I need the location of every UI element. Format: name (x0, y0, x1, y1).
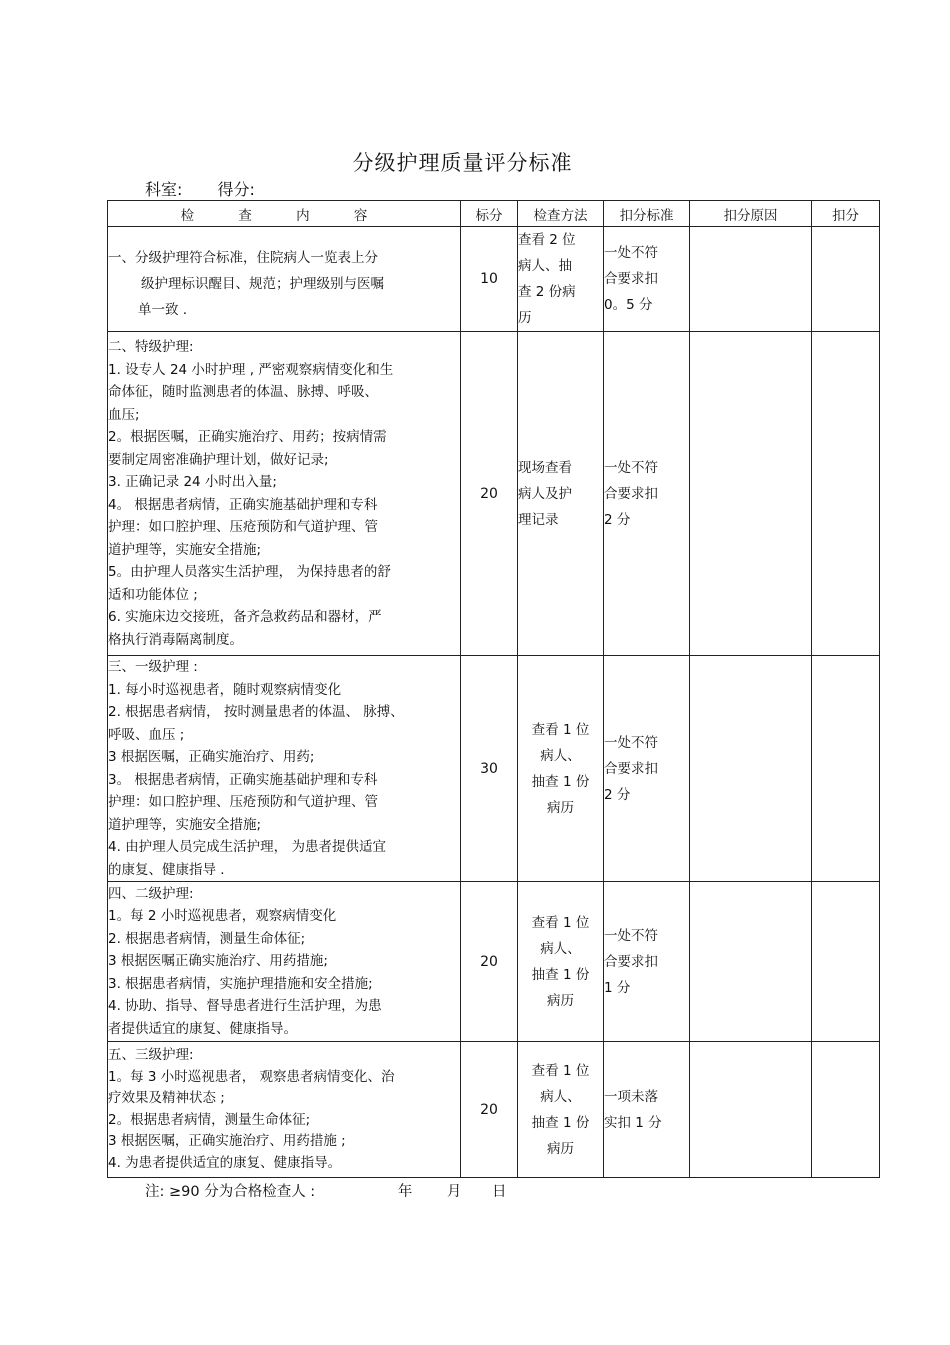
scoring-table (107, 200, 880, 1178)
page-title: 分级护理质量评分标准 (352, 151, 573, 175)
content-line: 4. 为患者提供适宜的康复、健康指导。 (108, 1154, 342, 1171)
deduct-line: 一处不符 (604, 734, 658, 751)
row-content (108, 656, 461, 882)
row-content (108, 227, 461, 332)
deduct-line: 2 分 (604, 511, 631, 528)
content-line: 单一致 . (138, 302, 188, 318)
content-line: 4. 协助、指导、督导患者进行生活护理，为患 (108, 998, 382, 1015)
content-line: 血压; (108, 406, 140, 423)
method-line: 理记录 (518, 511, 559, 528)
header-deduct-reason: 扣分原因 (690, 201, 812, 227)
table-row (108, 227, 880, 332)
row-method (518, 656, 604, 882)
method-line: 病人、抽 (518, 258, 572, 274)
content-line: 五、三级护理: (108, 1047, 194, 1063)
method-line: 查看 2 位 (518, 232, 576, 248)
content-line: 3. 正确记录 24 小时出入量; (108, 474, 277, 490)
deduct-line: 实扣 1 分 (604, 1114, 662, 1131)
content-line: 3 根据医嘱，正确实施治疗、用药措施 ; (108, 1133, 346, 1149)
content-line: 2。根据医嘱，正确实施治疗、用药；按病情需 (108, 429, 387, 445)
content-line: 疗效果及精神状态 ; (108, 1090, 225, 1106)
content-line: 级护理标识醒目、规范；护理级别与医嘱 (141, 276, 384, 292)
content-line: 2. 根据患者病情， 按时测量患者的体温、 脉搏、 (108, 704, 404, 720)
content-line: 2。根据患者病情，测量生命体征; (108, 1111, 311, 1128)
deduct-line: 一处不符 (604, 459, 658, 476)
row-deduct-standard (604, 882, 690, 1042)
row-deduct-reason[interactable] (690, 1042, 812, 1178)
department-label: 科室: (145, 180, 183, 199)
method-line: 病人、 (540, 1088, 581, 1105)
method-line: 查 2 份病 (518, 284, 576, 300)
method-line: 抽查 1 份 (531, 773, 590, 790)
content-line: 护理：如口腔护理、压疮预防和气道护理、管 (108, 794, 378, 810)
content-line: 1。每 3 小时巡视患者， 观察患者病情变化、治 (108, 1068, 395, 1085)
deduct-line: 合要求扣 (604, 760, 658, 777)
method-line: 抽查 1 份 (531, 1114, 590, 1131)
content-line: 适和功能体位 ; (108, 586, 198, 603)
content-line: 的康复、健康指导 . (108, 861, 225, 878)
content-line: 者提供适宜的康复、健康指导。 (108, 1020, 297, 1037)
content-line: 道护理等，实施安全措施; (108, 541, 262, 558)
row-deduct-score[interactable] (812, 1042, 880, 1178)
row-method (518, 1042, 604, 1178)
content-line: 1。每 2 小时巡视患者，观察病情变化 (108, 908, 337, 925)
content-line: 护理：如口腔护理、压疮预防和气道护理、管 (108, 519, 378, 535)
deduct-line: 合要求扣 (604, 953, 658, 970)
content-line: 1. 设专人 24 小时护理 , 严密观察病情变化和生 (108, 361, 394, 378)
content-line: 3。 根据患者病情，正确实施基础护理和专科 (108, 771, 378, 788)
row-deduct-score[interactable] (812, 656, 880, 882)
header-method: 检查方法 (518, 201, 604, 227)
content-line: 3 根据医嘱，正确实施治疗、用药; (108, 749, 315, 765)
row-method (518, 882, 604, 1042)
row-points: 20 (461, 1042, 518, 1178)
row-deduct-reason[interactable] (690, 882, 812, 1042)
deduct-line: 1 分 (604, 979, 631, 996)
method-line: 查看 1 位 (531, 721, 590, 738)
content-line: 3 根据医嘱正确实施治疗、用药措施; (108, 953, 328, 970)
content-line: 一、分级护理符合标准，住院病人一览表上分 (108, 250, 378, 266)
row-deduct-standard (604, 227, 690, 332)
deduct-line: 一项未落 (604, 1088, 658, 1105)
deduct-line: 一处不符 (604, 927, 658, 944)
row-deduct-reason[interactable] (690, 656, 812, 882)
method-line: 病人及护 (518, 485, 572, 502)
content-line: 5。由护理人员落实生活护理， 为保持患者的舒 (108, 564, 391, 580)
row-points: 10 (461, 227, 518, 332)
content-line: 3. 根据患者病情，实施护理措施和安全措施; (108, 975, 373, 992)
deduct-line: 一处不符 (604, 245, 658, 261)
score-label: 得分: (217, 180, 255, 199)
row-content (108, 1042, 461, 1178)
table-row (108, 1042, 880, 1178)
row-points: 30 (461, 656, 518, 882)
method-line: 病人、 (540, 747, 581, 764)
row-deduct-score[interactable] (812, 332, 880, 656)
footer-year: 年 (397, 1184, 413, 1200)
row-method (518, 332, 604, 656)
content-line: 1. 每小时巡视患者，随时观察病情变化 (108, 681, 342, 698)
row-deduct-reason[interactable] (690, 332, 812, 656)
content-line: 4. 由护理人员完成生活护理， 为患者提供适宜 (108, 839, 386, 855)
header-deduct: 扣分 (812, 201, 880, 227)
content-line: 四、二级护理: (108, 885, 194, 902)
method-line: 病历 (547, 1140, 574, 1157)
footer-month: 月 (446, 1184, 462, 1200)
table-row (108, 656, 880, 882)
row-deduct-standard (604, 656, 690, 882)
method-line: 历 (518, 310, 532, 326)
table-row (108, 882, 880, 1042)
content-line: 4。 根据患者病情，正确实施基础护理和专科 (108, 496, 378, 513)
content-line: 2. 根据患者病情，测量生命体征; (108, 930, 306, 947)
row-points: 20 (461, 882, 518, 1042)
content-line: 呼吸、血压 ; (108, 726, 185, 743)
content-line: 道护理等，实施安全措施; (108, 816, 262, 833)
deduct-line: 2 分 (604, 786, 631, 803)
content-line: 二、特级护理: (108, 339, 194, 355)
row-content (108, 332, 461, 656)
deduct-line: 合要求扣 (604, 485, 658, 502)
method-line: 查看 1 位 (531, 1062, 590, 1079)
content-line: 6. 实施床边交接班，备齐急救药品和器材，严 (108, 609, 382, 625)
content-line: 格执行消毒隔离制度。 (108, 631, 243, 648)
table-header-row (108, 201, 880, 227)
method-line: 病历 (547, 992, 574, 1009)
method-line: 抽查 1 份 (531, 966, 590, 983)
row-deduct-score[interactable] (812, 227, 880, 332)
method-line: 病历 (547, 799, 574, 816)
method-line: 现场查看 (518, 459, 572, 476)
form-meta (145, 177, 255, 200)
row-content (108, 882, 461, 1042)
row-method (518, 227, 604, 332)
header-points: 标分 (461, 201, 518, 227)
table-row (108, 332, 880, 656)
footer-note (145, 1180, 507, 1201)
row-deduct-score[interactable] (812, 882, 880, 1042)
method-line: 查看 1 位 (531, 914, 590, 931)
header-content: 检 查 内 容 (108, 201, 461, 227)
content-line: 三、一级护理 : (108, 659, 198, 675)
footer-note-text: 注: ≥90 分为合格检查人 : (145, 1184, 316, 1200)
footer-date (320, 1184, 507, 1200)
row-deduct-standard (604, 1042, 690, 1178)
method-line: 病人、 (540, 940, 581, 957)
content-line: 命体征，随时监测患者的体温、脉搏、呼吸、 (108, 384, 378, 400)
header-deduct-standard: 扣分标准 (604, 201, 690, 227)
row-points: 20 (461, 332, 518, 656)
content-line: 要制定周密准确护理计划，做好记录; (108, 451, 329, 468)
deduct-line: 合要求扣 (604, 271, 658, 287)
deduct-line: 0。5 分 (604, 297, 653, 313)
row-deduct-standard (604, 332, 690, 656)
row-deduct-reason[interactable] (690, 227, 812, 332)
footer-day: 日 (492, 1184, 507, 1200)
